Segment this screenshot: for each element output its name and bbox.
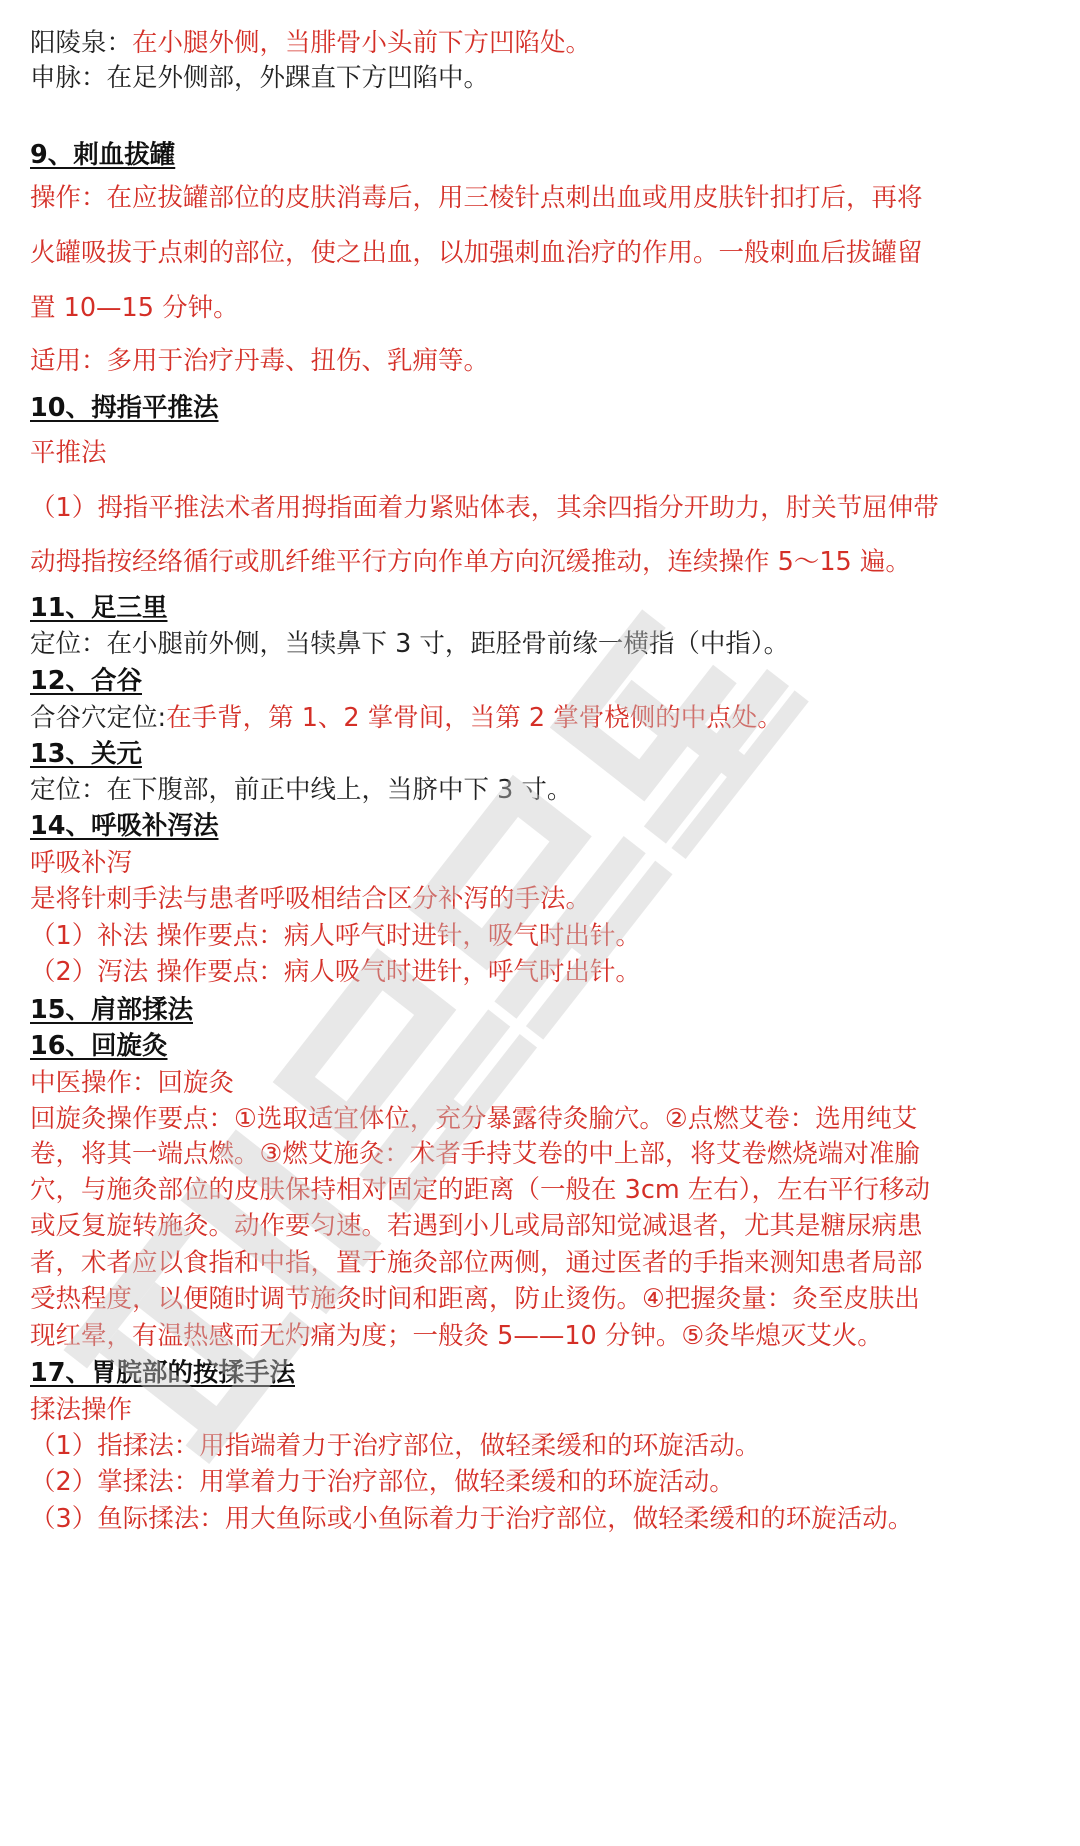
- text-segment: 平推法: [30, 438, 107, 468]
- text-segment: 16、回旋灸: [30, 1031, 168, 1061]
- text-segment: （1）指揉法：用指端着力于治疗部位，做轻柔缓和的环旋活动。: [30, 1431, 761, 1461]
- text-segment: 17、胃脘部的按揉手法: [30, 1358, 295, 1388]
- text-line: [30, 1501, 913, 1537]
- text-segment: 13、关元: [30, 739, 142, 769]
- text-line: [30, 1428, 760, 1464]
- text-segment: 申脉：在足外侧部，外踝直下方凹陷中。: [30, 63, 490, 93]
- text-line: [30, 290, 239, 326]
- text-line: [30, 1281, 920, 1317]
- section-heading: [30, 736, 142, 772]
- text-segment: （2）泻法 操作要点：病人吸气时进针，呼气时出针。: [30, 957, 641, 987]
- section-heading: [30, 1355, 295, 1391]
- text-segment: 中医操作：回旋灸: [30, 1068, 235, 1098]
- section-heading: [30, 137, 175, 173]
- text-line: [30, 490, 939, 526]
- text-segment: 15、肩部揉法: [30, 995, 193, 1025]
- text-segment: 受热程度，以便随时调节施灸时间和距离，防止烫伤。④把握灸量：灸至皮肤出: [30, 1284, 920, 1314]
- text-segment: （3）鱼际揉法：用大鱼际或小鱼际着力于治疗部位，做轻柔缓和的环旋活动。: [30, 1504, 914, 1534]
- text-segment: （2）掌揉法：用掌着力于治疗部位，做轻柔缓和的环旋活动。: [30, 1467, 735, 1497]
- text-line: [30, 626, 789, 662]
- text-segment: 回旋灸操作要点：①选取适宜体位，充分暴露待灸腧穴。②点燃艾卷：选用纯艾: [30, 1104, 918, 1134]
- text-line: [30, 918, 641, 954]
- text-segment: 操作：在应拔罐部位的皮肤消毒后，用三棱针点刺出血或用皮肤针扣打后，再将: [30, 183, 923, 213]
- text-segment: 揉法操作: [30, 1395, 133, 1425]
- text-segment: 10、拇指平推法: [30, 393, 219, 423]
- text-segment: 穴，与施灸部位的皮肤保持相对固定的距离（一般在 3cm 左右），左右平行移动: [30, 1175, 931, 1205]
- text-line: [30, 435, 107, 471]
- text-line: [30, 1172, 930, 1208]
- text-segment: 者，术者应以食指和中指，置于施灸部位两侧，通过医者的手指来测知患者局部: [30, 1248, 923, 1278]
- text-line: [30, 1208, 923, 1244]
- text-segment: 定位：在小腿前外侧，当犊鼻下 3 寸，距胫骨前缘一横指（中指）。: [30, 629, 790, 659]
- text-line: [30, 881, 591, 917]
- text-segment: 合谷穴定位:: [30, 703, 167, 733]
- text-line: [30, 1318, 883, 1354]
- text-line: [30, 25, 591, 61]
- text-segment: 阳陵泉：: [30, 28, 133, 58]
- text-segment: 是将针刺手法与患者呼吸相结合区分补泻的手法。: [30, 884, 592, 914]
- text-line: [30, 1136, 920, 1172]
- text-segment: 适用：多用于治疗丹毒、扭伤、乳痈等。: [30, 346, 490, 376]
- text-line: [30, 544, 911, 580]
- text-segment: 或反复旋转施灸。动作要匀速。若遇到小儿或局部知觉减退者，尤其是糖尿病患: [30, 1211, 923, 1241]
- section-heading: [30, 590, 168, 626]
- text-segment: 在小腿外侧，当腓骨小头前下方凹陷处。: [132, 28, 592, 58]
- text-line: [30, 1464, 735, 1500]
- text-segment: 11、足三里: [30, 593, 168, 623]
- text-segment: 9、刺血拔罐: [30, 140, 176, 170]
- text-line: [30, 1392, 132, 1428]
- text-line: [30, 235, 923, 271]
- text-line: [30, 1065, 234, 1101]
- section-heading: [30, 992, 193, 1028]
- text-segment: 置 10—15 分钟。: [30, 293, 239, 323]
- text-segment: 卷，将其一端点燃。③燃艾施灸：术者手持艾卷的中上部，将艾卷燃烧端对准腧: [30, 1139, 920, 1169]
- text-line: [30, 700, 783, 736]
- section-heading: [30, 390, 219, 426]
- text-line: [30, 1101, 917, 1137]
- text-line: [30, 845, 132, 881]
- text-segment: 动拇指按经络循行或肌纤维平行方向作单方向沉缓推动，连续操作 5～15 遍。: [30, 547, 911, 577]
- text-segment: （1）补法 操作要点：病人呼气时进针，吸气时出针。: [30, 921, 641, 951]
- text-line: [30, 60, 489, 96]
- text-line: [30, 772, 572, 808]
- text-segment: 呼吸补泻: [30, 848, 133, 878]
- text-line: [30, 954, 641, 990]
- text-line: [30, 180, 923, 216]
- text-segment: （1）拇指平推法术者用拇指面着力紧贴体表，其余四指分开助力，肘关节屈伸带: [30, 493, 939, 523]
- section-heading: [30, 1028, 168, 1064]
- text-segment: 12、合谷: [30, 666, 142, 696]
- section-heading: [30, 808, 219, 844]
- section-heading: [30, 663, 142, 699]
- text-line: [30, 1245, 923, 1281]
- text-segment: 现红晕，有温热感而无灼痛为度；一般灸 5——10 分钟。⑤灸毕熄灭艾火。: [30, 1321, 883, 1351]
- text-segment: 定位：在下腹部，前正中线上，当脐中下 3 寸。: [30, 775, 573, 805]
- text-segment: 在手背，第 1、2 掌骨间，当第 2 掌骨桡侧的中点处。: [166, 703, 783, 733]
- text-segment: 14、呼吸补泻法: [30, 811, 219, 841]
- text-segment: 火罐吸拔于点刺的部位，使之出血，以加强刺血治疗的作用。一般刺血后拔罐留: [30, 238, 923, 268]
- text-line: [30, 343, 489, 379]
